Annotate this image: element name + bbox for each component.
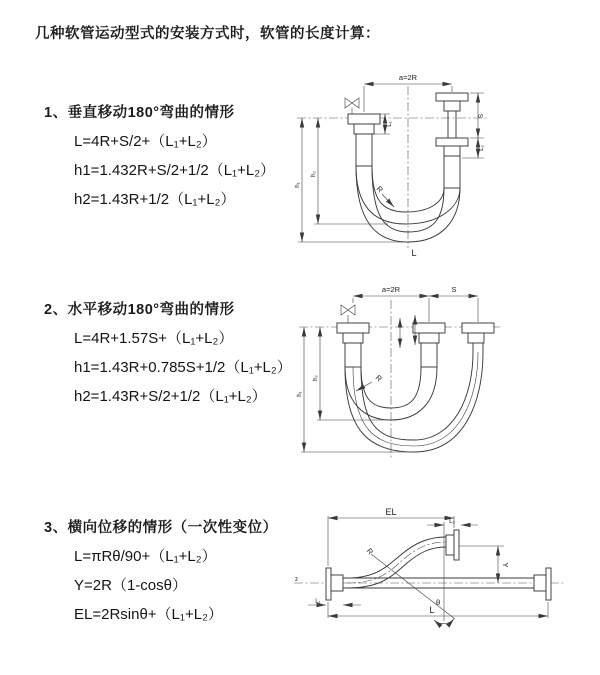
dimension-s-l2 bbox=[462, 93, 485, 158]
diagram-lateral-displacement bbox=[292, 506, 592, 666]
s-curve-hose bbox=[347, 537, 446, 588]
dim-label-a2r: a=2R bbox=[398, 73, 418, 82]
formula-Y: Y=2R（1-cosθ） bbox=[74, 577, 187, 594]
label-radius: R bbox=[374, 184, 385, 195]
dimension-h1-h2 bbox=[294, 118, 410, 242]
section-lateral-displacement bbox=[44, 516, 278, 629]
formula-EL: EL=2Rsinθ+（L₁+L₂） bbox=[74, 606, 223, 623]
label-radius: R bbox=[364, 546, 376, 557]
dim-label-l2: L₂ bbox=[478, 145, 485, 151]
dim-label-h1: h₁ bbox=[294, 182, 301, 188]
dimension-y bbox=[459, 546, 510, 583]
section-horizontal-180 bbox=[44, 298, 292, 411]
dimension-l1 bbox=[308, 598, 361, 605]
dim-label-s: S bbox=[451, 285, 457, 294]
angle-label-theta: θ bbox=[436, 598, 441, 607]
section-2-heading: 2、水平移动180°弯曲的情形 bbox=[44, 302, 235, 318]
middle-hose-fitting bbox=[413, 323, 445, 367]
formula-h1: h1=1.432R+S/2+1/2（L₁+L₂） bbox=[74, 162, 276, 179]
dim-label-y: Y bbox=[501, 562, 510, 568]
dim-label-l: L bbox=[429, 605, 435, 615]
radius-leader bbox=[375, 184, 394, 207]
diagram-horizontal-180-bend bbox=[296, 282, 591, 464]
dim-label-h2: h₂ bbox=[310, 171, 317, 177]
section-1-formulas bbox=[44, 127, 275, 214]
dim-label-h1: h₁ bbox=[296, 391, 303, 397]
dimension-el bbox=[328, 507, 454, 566]
dimension-l2 bbox=[427, 518, 478, 525]
left-hose-fitting bbox=[348, 114, 380, 166]
hose-u-curves bbox=[345, 352, 483, 452]
right-flange bbox=[534, 568, 551, 600]
dim-label-el: EL bbox=[385, 507, 397, 517]
label-radius: R bbox=[373, 373, 384, 384]
formula-L: L=πRθ/90+（L₁+L₂） bbox=[74, 548, 217, 565]
dim-label-s: S bbox=[478, 113, 485, 119]
dim-label-l1: L₁ bbox=[386, 121, 393, 127]
valve-icon bbox=[345, 98, 359, 114]
valve-icon bbox=[341, 305, 355, 323]
dim-label-h2: h₂ bbox=[312, 375, 319, 381]
section-3-heading: 3、横向位移的情形（一次性变位） bbox=[44, 520, 278, 536]
section-3-formulas bbox=[44, 542, 278, 629]
radius-leader bbox=[356, 373, 384, 391]
page-title: 几种软管运动型式的安装方式时，软管的长度计算： bbox=[35, 26, 380, 42]
left-flange bbox=[326, 568, 343, 600]
section-1-heading: 1、垂直移动180°弯曲的情形 bbox=[44, 105, 235, 121]
right-hose-fitting bbox=[436, 93, 468, 188]
dim-label-a2r: a=2R bbox=[381, 285, 401, 294]
displaced-upper-flange bbox=[446, 530, 459, 560]
dimension-a2r-s bbox=[353, 285, 478, 322]
diagram-vertical-180-bend bbox=[292, 70, 592, 260]
formula-L: L=4R+1.57S+（L₁+L₂） bbox=[74, 330, 234, 347]
centerline-mark: z bbox=[295, 576, 299, 583]
left-hose-fitting bbox=[337, 323, 369, 367]
dim-label-l2: L₂ bbox=[449, 518, 455, 525]
formula-h2: h2=1.43R+1/2（L₁+L₂） bbox=[74, 191, 236, 208]
formula-h1: h1=1.43R+0.785S+1/2（L₁+L₂） bbox=[74, 359, 292, 376]
label-length: L bbox=[411, 248, 417, 258]
formula-L: L=4R+S/2+（L₁+L₂） bbox=[74, 133, 217, 150]
section-vertical-180 bbox=[44, 101, 275, 214]
dim-label-l1: L₁ bbox=[315, 598, 321, 605]
section-2-formulas bbox=[44, 324, 292, 411]
formula-h2: h2=1.43R+S/2+1/2（L₁+L₂） bbox=[74, 388, 267, 405]
moved-position-fitting bbox=[462, 323, 494, 352]
